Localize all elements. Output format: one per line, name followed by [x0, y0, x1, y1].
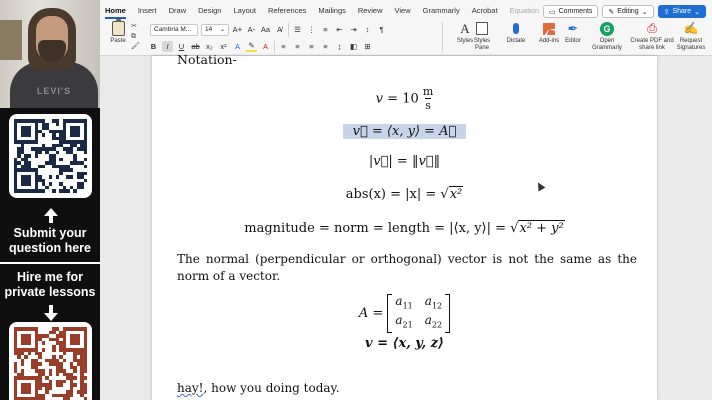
share-icon: ⇪ — [663, 8, 670, 16]
unit-numerator: m — [422, 85, 434, 98]
tab-home[interactable]: Home — [105, 0, 126, 19]
eq1-eq: = 10 — [383, 91, 423, 107]
pdf-icon: ⎙ — [647, 21, 657, 35]
word-window — [100, 0, 712, 400]
align-left-icon[interactable]: ≡ — [281, 42, 286, 51]
editing-label: Editing — [617, 8, 639, 15]
shirt-logo-text: LEVI'S — [36, 86, 72, 96]
styles-pane-button[interactable] — [469, 21, 495, 52]
highlight-icon[interactable]: ✎ — [246, 41, 257, 52]
paste-button[interactable] — [106, 21, 130, 44]
right-bracket — [445, 294, 450, 333]
tab-grammarly[interactable]: Grammarly — [422, 6, 460, 15]
justify-icon[interactable]: ≡ — [323, 42, 328, 51]
copy-icon[interactable]: ⧉ — [131, 33, 136, 40]
tab-mailings[interactable]: Mailings — [318, 6, 346, 15]
cut-icon[interactable]: ✂ — [131, 23, 137, 30]
ribbon-right-controls — [543, 5, 706, 18]
stream-overlay-column — [0, 0, 100, 400]
dictate-label: Dictate — [506, 38, 526, 44]
addins-label: Add-ins — [538, 38, 560, 44]
unit-fraction — [423, 86, 433, 112]
shrink-font-icon[interactable]: A - — [247, 25, 256, 34]
eq5-radicand: x² + y² — [519, 221, 564, 236]
microphone-icon — [508, 21, 524, 36]
tab-draw[interactable]: Draw — [168, 6, 187, 15]
comment-icon: ▭ — [548, 8, 556, 16]
misspelled-word[interactable]: hay! — [177, 381, 204, 395]
share-label: Share — [672, 8, 692, 15]
qr-code-question[interactable] — [9, 114, 92, 198]
submit-question-text: Submit your question here — [9, 226, 91, 255]
clear-format-icon[interactable]: A̸ — [276, 25, 282, 34]
divider — [442, 22, 443, 52]
change-case-icon[interactable]: Aa — [260, 25, 271, 34]
comments-label: Comments — [558, 8, 593, 15]
grammarly-label: Open Grammarly — [592, 38, 622, 51]
grow-font-icon[interactable]: A + — [232, 25, 243, 34]
font-name-select[interactable] — [150, 24, 198, 36]
equation-norm — [152, 154, 657, 169]
sqrt-sign: √ — [510, 221, 519, 236]
align-center-icon[interactable]: ≡ — [295, 42, 300, 51]
text-effects-icon[interactable]: A — [234, 42, 240, 51]
document-page[interactable] — [152, 52, 657, 400]
eq7-text: v = ⟨x, y, z⟩ — [365, 336, 444, 351]
equation-abs — [152, 186, 657, 202]
selected-equation[interactable]: v⃗ = ⟨x, y⟩ = A⃗ — [343, 124, 467, 139]
overlay-divider — [0, 262, 100, 264]
format-painter-icon[interactable]: 🖌 — [131, 43, 140, 50]
multilevel-icon[interactable]: ≡ — [323, 25, 328, 34]
tab-design[interactable]: Design — [198, 6, 222, 15]
equation-magnitude — [152, 220, 657, 236]
tab-acrobat[interactable]: Acrobat — [471, 6, 498, 15]
ribbon — [100, 0, 712, 56]
decrease-indent-icon[interactable]: ⇤ — [336, 25, 343, 34]
styles-pane-label: Styles Pane — [473, 38, 491, 51]
eq3-text: |v⃗| = ‖v⃗‖ — [368, 154, 441, 169]
matrix-grid — [392, 294, 445, 333]
comments-button[interactable] — [543, 5, 598, 18]
clipboard-icon — [112, 21, 125, 36]
styles-pane-icon — [474, 21, 490, 36]
sqrt-sign: √ — [440, 187, 449, 202]
matrix-body — [387, 294, 450, 333]
chevron-down-icon: ⌄ — [694, 8, 700, 16]
editing-dropdown[interactable] — [602, 5, 653, 18]
body-paragraph: The normal (perpendicular or orthogonal) vector is not the same as the norm of a vector. — [177, 252, 637, 283]
superscript-icon[interactable]: x² — [220, 42, 227, 51]
equation-vector-def — [152, 124, 657, 139]
editor-pen-icon: ✒ — [567, 21, 579, 36]
equation-velocity — [152, 86, 657, 112]
chevron-down-icon: ⌄ — [219, 27, 225, 33]
webcam-feed — [0, 0, 100, 108]
matrix-name: A = — [358, 305, 388, 321]
webcam-shelf — [0, 20, 22, 60]
font-color-icon[interactable]: A — [262, 42, 268, 51]
bold-icon[interactable]: B — [150, 42, 157, 51]
bullets-icon[interactable]: ☰ — [294, 25, 301, 34]
matrix-cell: $a_{21}$ — [395, 313, 413, 330]
matrix-cell: $a_{11}$ — [395, 294, 413, 311]
create-pdf-label: Create PDF and share link — [630, 38, 674, 51]
shading-icon[interactable]: ◧ — [349, 42, 358, 51]
create-pdf-button[interactable] — [630, 21, 674, 52]
equation-3d-vector — [152, 336, 657, 351]
subscript-icon[interactable]: x₂ — [206, 42, 213, 51]
align-right-icon[interactable]: ≡ — [309, 42, 314, 51]
request-signatures-label: Request Signatures — [676, 38, 706, 51]
font-name-value: Cambria M... — [154, 26, 192, 33]
clipboard-tools — [131, 22, 140, 52]
last-line-rest: , how you doing today. — [203, 381, 340, 395]
font-size-value: 14 — [205, 26, 213, 33]
tab-equation[interactable]: Equation — [509, 6, 540, 15]
pencil-icon: ✎ — [608, 8, 615, 16]
underline-icon[interactable]: U — [178, 42, 185, 51]
strikethrough-icon[interactable]: ab — [191, 42, 200, 51]
last-line — [177, 380, 637, 397]
italic-icon[interactable]: I — [162, 41, 173, 52]
styles-label: Styles — [456, 38, 474, 44]
matrix-cell: $a_{22}$ — [424, 313, 443, 330]
notation-heading: Notation- — [177, 52, 237, 67]
tab-layout[interactable]: Layout — [233, 6, 257, 15]
request-signatures-button[interactable] — [670, 21, 712, 52]
chevron-down-icon: ⌄ — [641, 8, 648, 16]
eq5-prefix: magnitude = norm = length = |⟨x, y⟩| = — [244, 221, 511, 236]
tab-review[interactable]: Review — [357, 6, 383, 15]
signature-icon: ✍ — [683, 21, 699, 35]
arrow-down-icon — [44, 313, 58, 321]
tab-references[interactable]: References — [268, 6, 307, 15]
divider — [288, 23, 289, 37]
tab-view[interactable]: View — [394, 6, 411, 15]
numbering-icon[interactable]: ⋮ — [307, 25, 316, 34]
share-button[interactable] — [658, 5, 706, 18]
eq1-lhs: v — [375, 91, 384, 107]
qr-pattern — [14, 327, 87, 400]
paste-label: Paste — [110, 38, 126, 44]
font-row — [150, 22, 387, 37]
open-grammarly-button[interactable] — [586, 21, 628, 52]
hire-me-text: Hire me for private lessons — [4, 270, 96, 299]
sort-icon[interactable]: ↕ — [365, 25, 370, 34]
matrix-cell: $a_{12}$ — [424, 294, 443, 311]
editor-label: Editor — [565, 38, 581, 44]
ribbon-tabs — [100, 0, 551, 19]
eq4-radicand: x² — [449, 187, 463, 202]
styles-icon: A — [460, 21, 470, 36]
unit-denominator: s — [425, 99, 431, 112]
increase-indent-icon[interactable]: ⇥ — [350, 25, 357, 34]
qr-code-lessons[interactable] — [9, 322, 92, 400]
font-size-select[interactable] — [201, 24, 229, 36]
qr-pattern — [14, 119, 87, 193]
divider — [274, 41, 275, 53]
pilcrow-icon[interactable]: ¶ — [379, 25, 384, 34]
equation-matrix — [152, 294, 657, 333]
tab-insert[interactable]: Insert — [137, 6, 157, 15]
eq4-prefix: abs(x) = |x| = — [345, 187, 441, 202]
line-spacing-icon[interactable]: ↨ — [337, 42, 342, 51]
borders-icon[interactable]: ⊞ — [364, 42, 371, 51]
arrow-up-icon — [44, 208, 58, 216]
grammarly-icon: G — [599, 21, 615, 36]
